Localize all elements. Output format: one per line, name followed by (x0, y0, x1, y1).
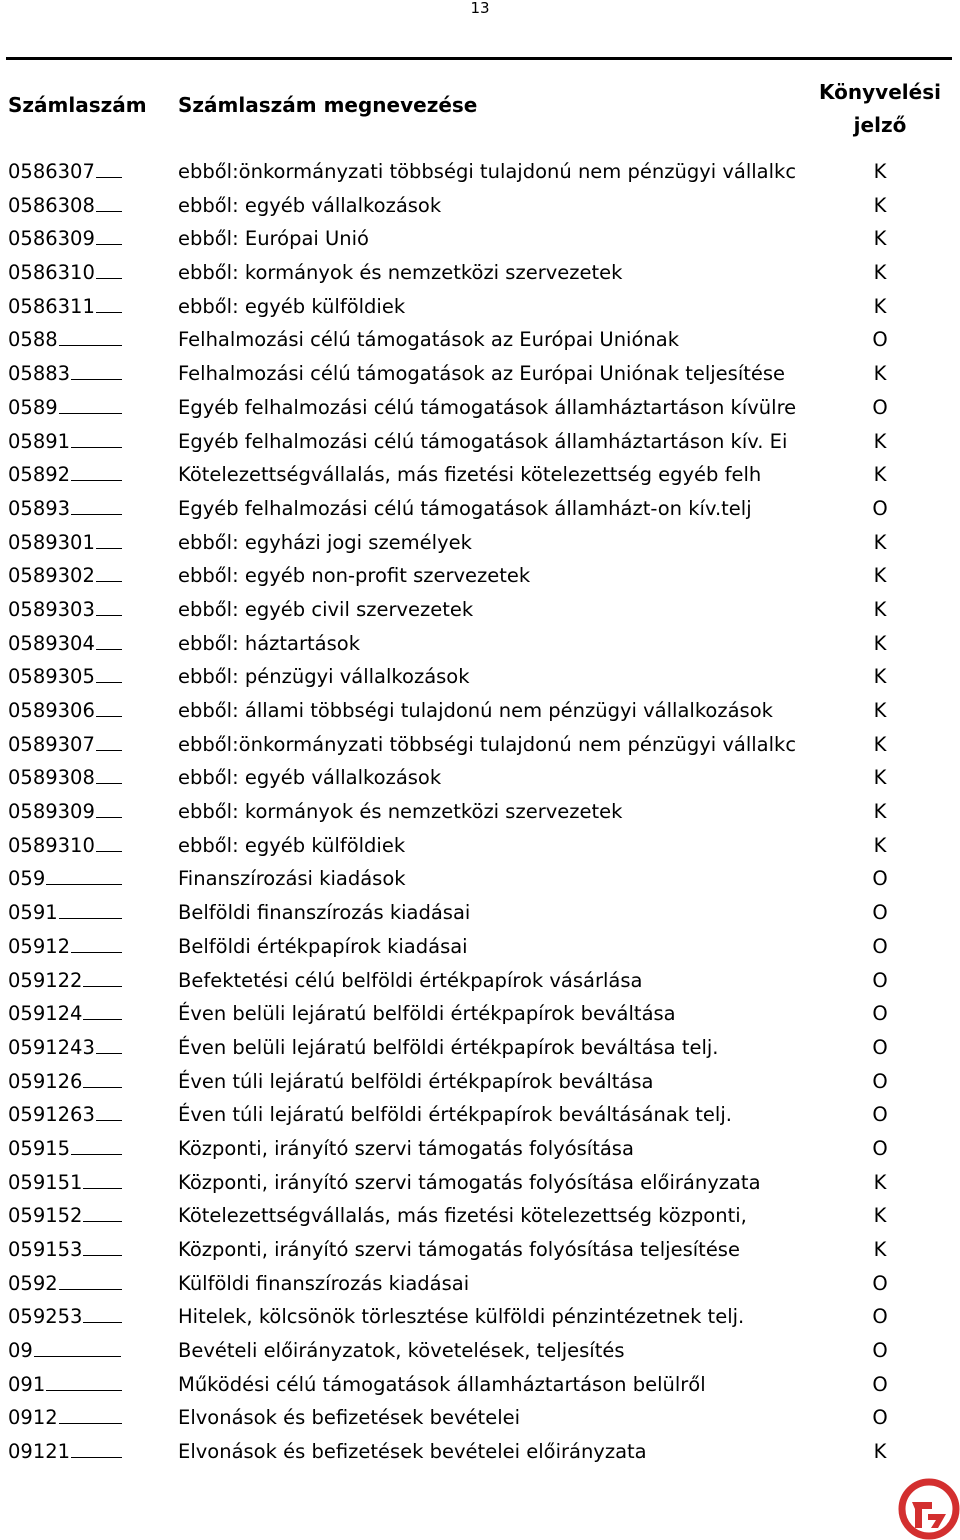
table-row (0, 1435, 960, 1469)
booking-flag: K (873, 362, 887, 386)
account-name: ebből: háztartások (178, 631, 361, 655)
logo-icon (898, 1478, 960, 1540)
account-name: ebből: egyházi jogi személyek (178, 530, 472, 554)
booking-flag: O (872, 328, 888, 352)
booking-flag: K (873, 1238, 887, 1261)
account-name: Felhalmozási célú támogatások az Európai Uniónak (178, 328, 680, 352)
account-code: 05915 (8, 1132, 122, 1166)
account-code: 0912 (8, 1401, 122, 1435)
booking-flag: K (873, 227, 887, 251)
account-code: 0588 (8, 323, 122, 357)
account-name: Egyéb felhalmozási célú támogatások államháztartáson kívülre (178, 395, 797, 419)
account-name: Kötelezettségvállalás, más fizetési kötelezettség egyéb felh (178, 463, 762, 487)
booking-flag: O (872, 1136, 888, 1160)
table-row (0, 1132, 960, 1166)
account-code: 0589303 (8, 593, 122, 627)
account-code: 05883 (8, 357, 122, 391)
account-name: ebből: állami többségi tulajdonú nem pénzügyi vállalkozások (178, 699, 773, 722)
account-code: 0589308 (8, 761, 122, 795)
booking-flag: O (872, 1372, 888, 1396)
table-row (0, 660, 960, 694)
booking-flag: K (873, 597, 887, 621)
table-row (0, 1267, 960, 1301)
booking-flag: O (872, 1002, 888, 1026)
page-number: 13 (470, 0, 490, 17)
account-code: 091 (8, 1368, 122, 1402)
column-header-flag-line2: jelző (853, 113, 907, 137)
account-name: Befektetési célú belföldi értékpapírok vásárlása (178, 968, 643, 992)
account-name: Finanszírozási kiadások (178, 867, 406, 891)
account-name: Felhalmozási célú támogatások az Európai Uniónak teljesítése (178, 362, 786, 386)
table-row (0, 1233, 960, 1267)
table-row (0, 155, 960, 189)
table-row (0, 256, 960, 290)
account-code: 0591243 (8, 1031, 122, 1065)
table-row (0, 357, 960, 391)
account-code: 0589309 (8, 795, 122, 829)
account-name: ebből: Európai Unió (178, 227, 369, 251)
table-row (0, 761, 960, 795)
account-code: 09 (8, 1334, 121, 1368)
table-row (0, 222, 960, 256)
account-code: 0591263 (8, 1098, 122, 1132)
account-name: Hitelek, kölcsönök törlesztése külföldi pénzintézetnek telj. (178, 1305, 745, 1329)
booking-flag: K (873, 766, 887, 790)
account-name: Egyéb felhalmozási célú támogatások államháztartáson kív. Ei (178, 429, 788, 453)
account-code: 0591 (8, 896, 122, 930)
booking-flag: O (872, 496, 888, 520)
account-name: ebből: pénzügyi vállalkozások (178, 665, 470, 689)
booking-flag: O (872, 1103, 888, 1127)
account-code: 0592 (8, 1267, 122, 1301)
table-row (0, 1098, 960, 1132)
account-code: 0589302 (8, 559, 122, 593)
booking-flag: K (873, 1170, 887, 1194)
table-row (0, 323, 960, 357)
booking-flag: O (872, 1339, 888, 1363)
table-row (0, 1300, 960, 1334)
table-row (0, 1334, 960, 1368)
table-row (0, 290, 960, 324)
table-row (0, 391, 960, 425)
account-name: ebből:önkormányzati többségi tulajdonú nem pénzügyi vállalkc (178, 160, 797, 183)
column-header-code: Számlaszám (8, 93, 147, 117)
table-row (0, 896, 960, 930)
account-code: 09121 (8, 1435, 122, 1469)
table-row (0, 1368, 960, 1402)
booking-flag: K (873, 530, 887, 554)
account-name: Kötelezettségvállalás, más fizetési kötelezettség központi, (178, 1204, 747, 1228)
account-code: 059253 (8, 1300, 122, 1334)
booking-flag: O (872, 934, 888, 958)
booking-flag: O (872, 1035, 888, 1059)
table-row (0, 526, 960, 560)
table-row (0, 1065, 960, 1099)
account-name: Központi, irányító szervi támogatás folyósítása teljesítése (178, 1238, 740, 1261)
column-header-flag (790, 76, 960, 142)
account-code: 05893 (8, 492, 122, 526)
table-row (0, 829, 960, 863)
table-row (0, 425, 960, 459)
table-row (0, 458, 960, 492)
account-code: 0589 (8, 391, 122, 425)
table-row (0, 1031, 960, 1065)
account-name: ebből: kormányok és nemzetközi szervezetek (178, 261, 623, 285)
account-code: 0589310 (8, 829, 122, 863)
booking-flag: O (872, 395, 888, 419)
account-code: 05891 (8, 425, 122, 459)
account-name: Éven belüli lejáratú belföldi értékpapírok beváltása (178, 1002, 676, 1026)
table-row (0, 997, 960, 1031)
account-name: ebből: egyéb non-profit szervezetek (178, 564, 531, 588)
table-row (0, 559, 960, 593)
booking-flag: K (873, 800, 887, 824)
booking-flag: K (873, 665, 887, 689)
account-code: 059126 (8, 1065, 122, 1099)
booking-flag: O (872, 867, 888, 891)
account-code: 0589305 (8, 660, 122, 694)
account-code: 0589304 (8, 627, 122, 661)
account-code: 0586307 (8, 155, 122, 189)
table-row (0, 492, 960, 526)
booking-flag: K (873, 564, 887, 588)
account-name: Belföldi értékpapírok kiadásai (178, 934, 468, 958)
account-code: 0586309 (8, 222, 122, 256)
booking-flag: O (872, 1406, 888, 1430)
booking-flag: O (872, 1271, 888, 1295)
account-code: 0586311 (8, 290, 122, 324)
table-row (0, 728, 960, 762)
booking-flag: O (872, 1069, 888, 1093)
table-row (0, 795, 960, 829)
table-row (0, 1166, 960, 1200)
table-row (0, 694, 960, 728)
account-code: 05912 (8, 930, 122, 964)
account-name: ebből: kormányok és nemzetközi szervezetek (178, 800, 623, 824)
header-divider (6, 57, 952, 60)
account-name: Működési célú támogatások államháztartáson belülről (178, 1372, 706, 1396)
account-code: 059152 (8, 1199, 122, 1233)
account-name: Éven túli lejáratú belföldi értékpapírok beváltásának telj. (178, 1103, 732, 1127)
booking-flag: O (872, 901, 888, 925)
booking-flag: K (873, 261, 887, 285)
account-name: Éven túli lejáratú belföldi értékpapírok beváltása (178, 1069, 654, 1093)
table-row (0, 1199, 960, 1233)
account-code: 059151 (8, 1166, 122, 1200)
booking-flag: K (873, 463, 887, 487)
account-code: 05892 (8, 458, 122, 492)
account-code: 0589306 (8, 694, 122, 728)
booking-flag: O (872, 968, 888, 992)
account-code: 0586308 (8, 189, 122, 223)
account-name: Elvonások és befizetések bevételei előirányzata (178, 1440, 647, 1464)
account-code: 0589301 (8, 526, 122, 560)
booking-flag: O (872, 1305, 888, 1329)
table-row (0, 189, 960, 223)
account-name: Bevételi előirányzatok, követelések, teljesítés (178, 1339, 625, 1363)
booking-flag: K (873, 732, 887, 756)
account-name: Belföldi finanszírozás kiadásai (178, 901, 471, 925)
account-code: 0586310 (8, 256, 122, 290)
column-header-flag-line1: Könyvelési (819, 80, 941, 104)
table-row (0, 593, 960, 627)
account-name: ebből:önkormányzati többségi tulajdonú nem pénzügyi vállalkc (178, 732, 797, 756)
account-name: ebből: egyéb külföldiek (178, 294, 406, 318)
account-name: Elvonások és befizetések bevételei (178, 1406, 521, 1430)
booking-flag: K (873, 160, 887, 183)
booking-flag: K (873, 833, 887, 857)
account-name: ebből: egyéb vállalkozások (178, 766, 442, 790)
account-name: Külföldi finanszírozás kiadásai (178, 1271, 470, 1295)
account-code: 059124 (8, 997, 122, 1031)
account-name: ebből: egyéb vállalkozások (178, 193, 442, 217)
booking-flag: K (873, 193, 887, 217)
account-name: Egyéb felhalmozási célú támogatások államházt-on kív.telj (178, 496, 752, 520)
booking-flag: K (873, 631, 887, 655)
table-row (0, 1401, 960, 1435)
account-name: ebből: egyéb civil szervezetek (178, 597, 474, 621)
account-code: 059153 (8, 1233, 122, 1267)
account-name: Központi, irányító szervi támogatás folyósítása (178, 1136, 634, 1160)
table-row (0, 930, 960, 964)
column-header-name: Számlaszám megnevezése (178, 93, 478, 117)
account-name: Központi, irányító szervi támogatás folyósítása előirányzata (178, 1170, 761, 1194)
account-name: ebből: egyéb külföldiek (178, 833, 406, 857)
table-row (0, 627, 960, 661)
account-code: 059 (8, 862, 122, 896)
table-row (0, 964, 960, 998)
booking-flag: K (873, 1440, 887, 1464)
table-row (0, 862, 960, 896)
booking-flag: K (873, 699, 887, 722)
booking-flag: K (873, 294, 887, 318)
account-name: Éven belüli lejáratú belföldi értékpapírok beváltása telj. (178, 1035, 719, 1059)
account-code: 059122 (8, 964, 122, 998)
booking-flag: K (873, 1204, 887, 1228)
booking-flag: K (873, 429, 887, 453)
account-list (0, 155, 960, 1469)
account-code: 0589307 (8, 728, 122, 762)
